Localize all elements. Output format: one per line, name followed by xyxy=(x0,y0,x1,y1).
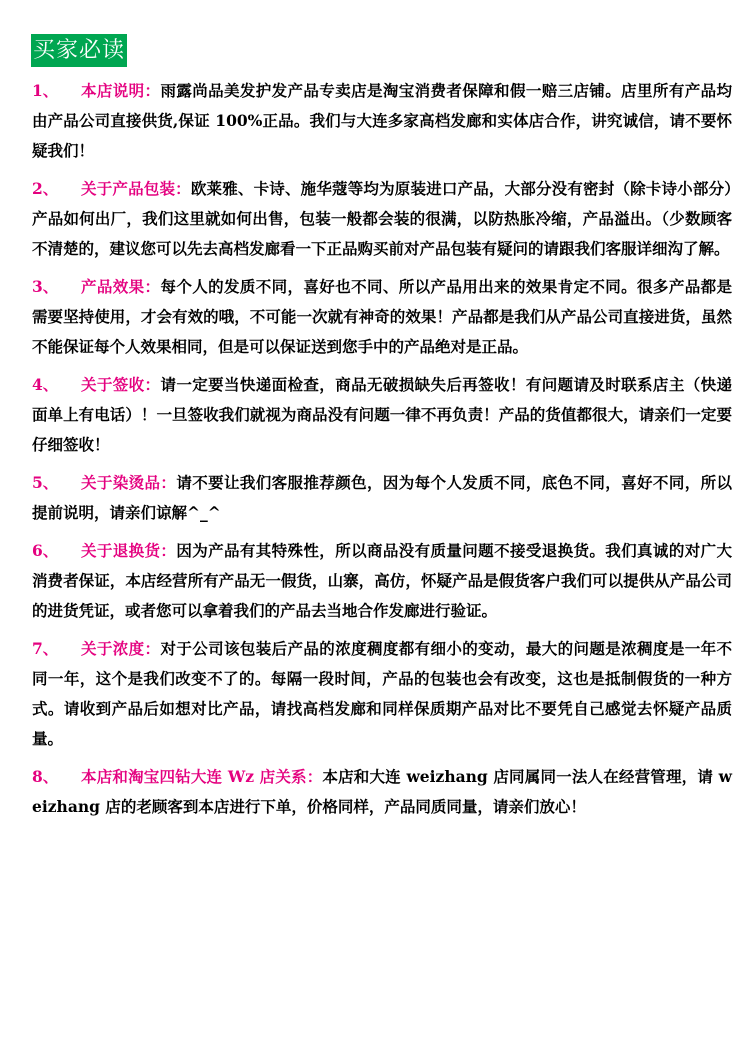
notice-item xyxy=(32,370,732,460)
item-number: 5、 xyxy=(32,473,59,492)
notice-item xyxy=(32,762,732,822)
item-text: 本店和大连 weizhang 店同属同一法人在经营管理，请 weizhang 店的老顾客到本店进行下单，价格同样，产品同质同量，请亲们放心！ xyxy=(32,767,732,816)
item-label: 关于产品包装： xyxy=(81,179,191,198)
item-body xyxy=(32,762,732,822)
notice-item xyxy=(32,174,732,264)
notice-item xyxy=(32,536,732,626)
item-label: 关于签收： xyxy=(81,375,161,394)
notice-list xyxy=(32,76,732,830)
item-body xyxy=(32,468,732,528)
item-label: 关于退换货： xyxy=(81,541,177,560)
item-label: 产品效果： xyxy=(81,277,161,296)
item-number: 3、 xyxy=(32,277,59,296)
item-body xyxy=(32,536,732,626)
notice-item xyxy=(32,76,732,166)
notice-item xyxy=(32,272,732,362)
item-label: 关于浓度： xyxy=(81,639,161,658)
notice-item xyxy=(32,634,732,754)
item-body xyxy=(32,634,732,754)
item-body xyxy=(32,76,732,166)
item-text: 每个人的发质不同，喜好也不同、所以产品用出来的效果肯定不同。很多产品都是需要坚持使用，才会有效的哦，不可能一次就有神奇的效果！产品都是我们从产品公司直接进货，虽然不能保证每个人效果相同，但是可以保证送到您手中的产品绝对是正品。 xyxy=(32,277,732,356)
item-text: 请不要让我们客服推荐颜色，因为每个人发质不同，底色不同，喜好不同，所以提前说明，请亲们谅解^_^ xyxy=(32,473,732,522)
item-body xyxy=(32,370,732,460)
item-number: 6、 xyxy=(32,541,59,560)
item-label: 关于染烫品： xyxy=(81,473,177,492)
item-number: 2、 xyxy=(32,179,59,198)
item-number: 8、 xyxy=(32,767,59,786)
item-label: 本店说明： xyxy=(81,81,161,100)
item-body xyxy=(32,174,732,264)
item-body xyxy=(32,272,732,362)
item-text: 欧莱雅、卡诗、施华蔻等均为原装进口产品，大部分没有密封（除卡诗小部分）产品如何出厂，我们这里就如何出售，包装一般都会装的很满，以防热胀冷缩，产品溢出。（少数顾客不清楚的，建议您可以先去高档发廊看一下正品购买前对产品包装有疑问的请跟我们客服详细沟了解。 xyxy=(32,179,732,258)
item-text: 对于公司该包装后产品的浓度稠度都有细小的变动，最大的问题是浓稠度是一年不同一年，这个是我们改变不了的。每隔一段时间，产品的包装也会有改变，这也是抵制假货的一种方式。请收到产品后如想对比产品，请找高档发廊和同样保质期产品对比不要凭自己感觉去怀疑产品质量。 xyxy=(32,639,732,748)
item-number: 1、 xyxy=(32,81,59,100)
item-label: 本店和淘宝四钻大连 Wz 店关系： xyxy=(81,767,323,786)
item-number: 4、 xyxy=(32,375,59,394)
item-number: 7、 xyxy=(32,639,59,658)
notice-item xyxy=(32,468,732,528)
item-text: 因为产品有其特殊性，所以商品没有质量问题不接受退换货。我们真诚的对广大消费者保证，本店经营所有产品无一假货，山寨，高仿，怀疑产品是假货客户我们可以提供从产品公司的进货凭证，或者您可以拿着我们的产品去当地合作发廊进行验证。 xyxy=(32,541,732,620)
item-text: 请一定要当快递面检查，商品无破损缺失后再签收！有问题请及时联系店主（快递面单上有电话）！一旦签收我们就视为商品没有问题一律不再负责！产品的货值都很大，请亲们一定要仔细签收！ xyxy=(32,375,732,454)
page-title: 买家必读 xyxy=(31,34,127,67)
item-text: 雨露尚品美发护发产品专卖店是淘宝消费者保障和假一赔三店铺。店里所有产品均由产品公司直接供货,保证 100%正品。我们与大连多家高档发廊和实体店合作，讲究诚信，请不要怀疑我们！ xyxy=(32,81,732,160)
